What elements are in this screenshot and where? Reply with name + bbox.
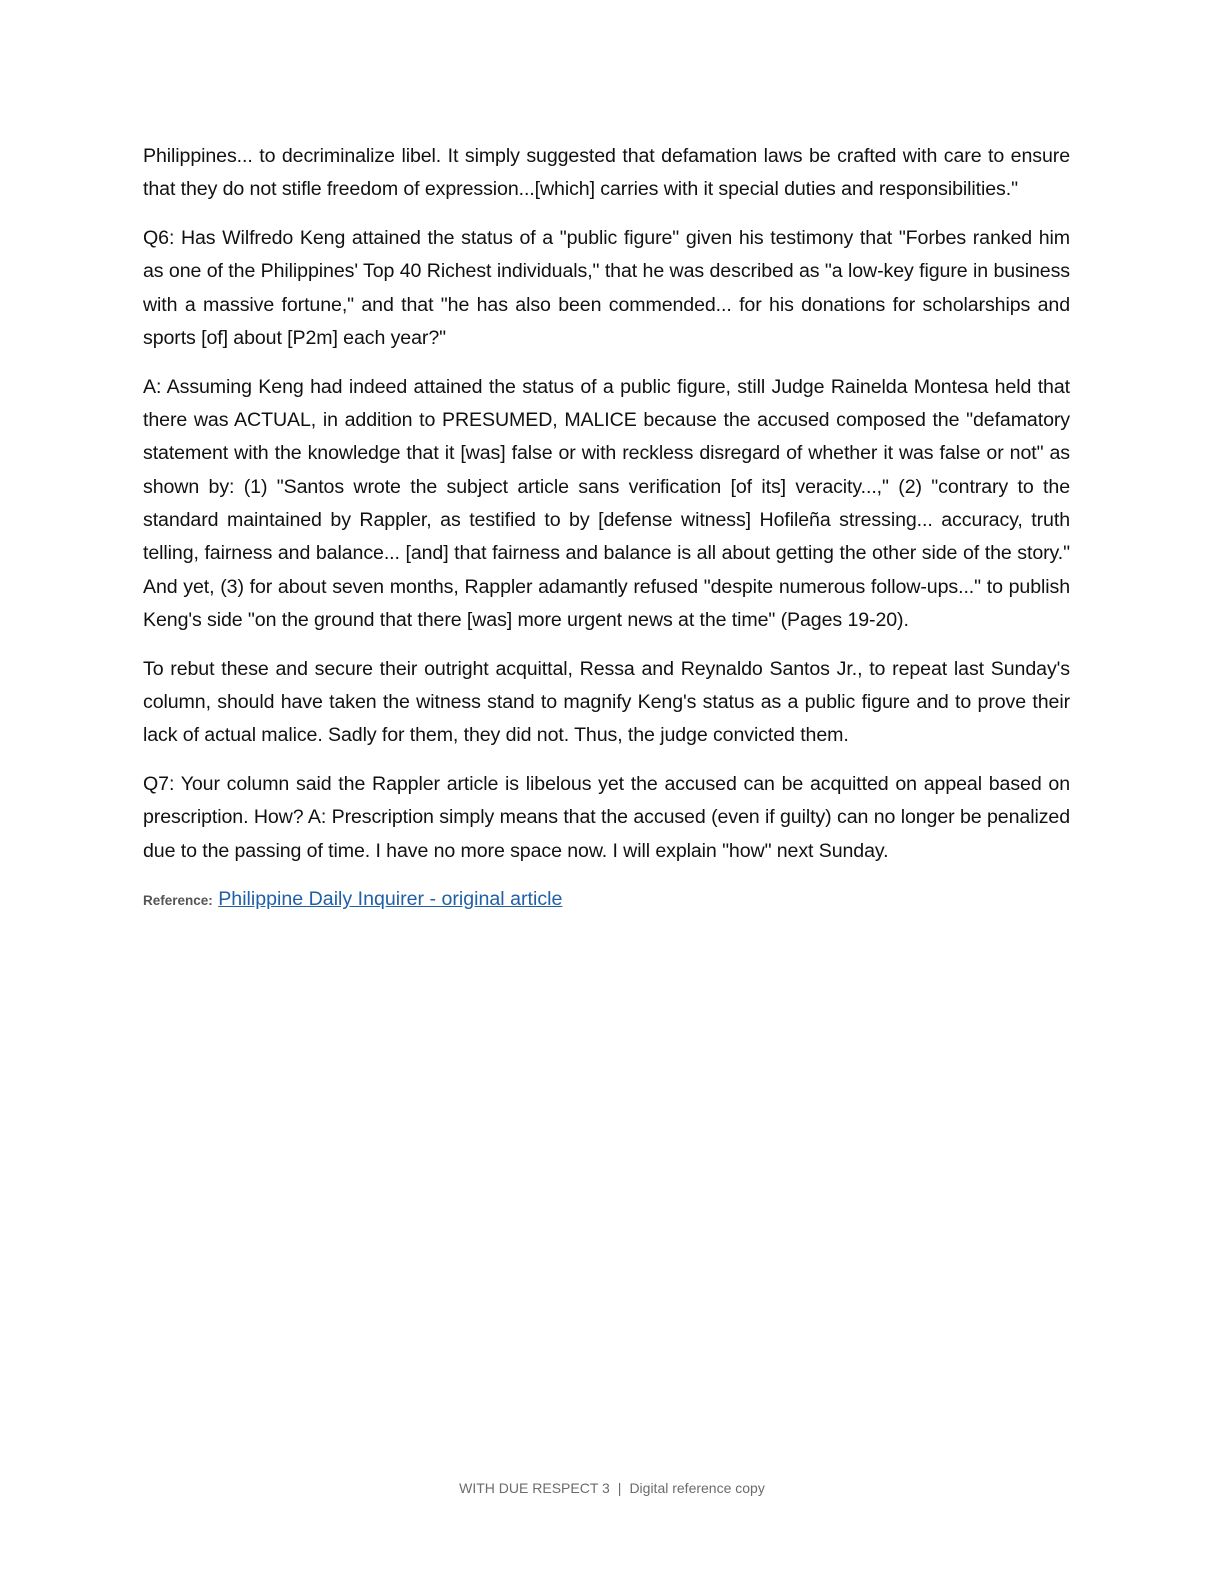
document-body <box>143 140 1070 917</box>
footer-title: WITH DUE RESPECT 3 <box>459 1480 610 1496</box>
paragraph: To rebut these and secure their outright acquittal, Ressa and Reynaldo Santos Jr., to repeat last Sunday's column, should have taken the witness stand to magnify Keng's status as a public figure and to prove their lack of actual malice. Sadly for them, they did not. Thus, the judge convicted them. <box>143 657 1070 747</box>
page-footer <box>0 1478 1224 1498</box>
paragraph: Q6: Has Wilfredo Keng attained the status of a "public figure" given his testimony that "Forbes ranked him as one of the Philippines' Top 40 Richest individuals," that he was described as "a low-key figure in business with a massive fortune," and that "he has also been commended... for his donations for scholarships and sports [of] about [P2m] each year?" <box>143 227 1070 349</box>
footer-note: Digital reference copy <box>629 1480 765 1496</box>
footer-separator: | <box>617 1480 622 1496</box>
reference-line <box>143 883 1070 917</box>
original-article-link[interactable]: Philippine Daily Inquirer - original article <box>218 888 563 911</box>
paragraph: A: Assuming Keng had indeed attained the status of a public figure, still Judge Rainelda Montesa held that there was ACTUAL, in addition to PRESUMED, MALICE because the accused composed the "defamatory statement with the knowledge that it [was] false or with reckless disregard of whether it was false or not" as shown by: (1) "Santos wrote the subject article sans verification [of its] veracity...," (2) "contrary to the standard maintained by Rappler, as testified to by [defense witness] Hofileña stressing... accuracy, truth telling, fairness and balance... [and] that fairness and balance is all about getting the other side of the story." And yet, (3) for about seven months, Rappler adamantly refused "despite numerous follow-ups..." to publish Keng's side "on the ground that there [was] more urgent news at the time" (Pages 19-20). <box>143 375 1070 631</box>
reference-label: Reference: <box>143 893 213 909</box>
paragraph: Philippines... to decriminalize libel. It simply suggested that defamation laws be crafted with care to ensure that they do not stifle freedom of expression...[which] carries with it special duties and responsibilities." <box>143 145 1070 201</box>
paragraph: Q7: Your column said the Rappler article is libelous yet the accused can be acquitted on appeal based on prescription. How? A: Prescription simply means that the accused (even if guilty) can no longer be penalized due to the passing of time. I have no more space now. I will explain "how" next Sunday. <box>143 773 1070 862</box>
